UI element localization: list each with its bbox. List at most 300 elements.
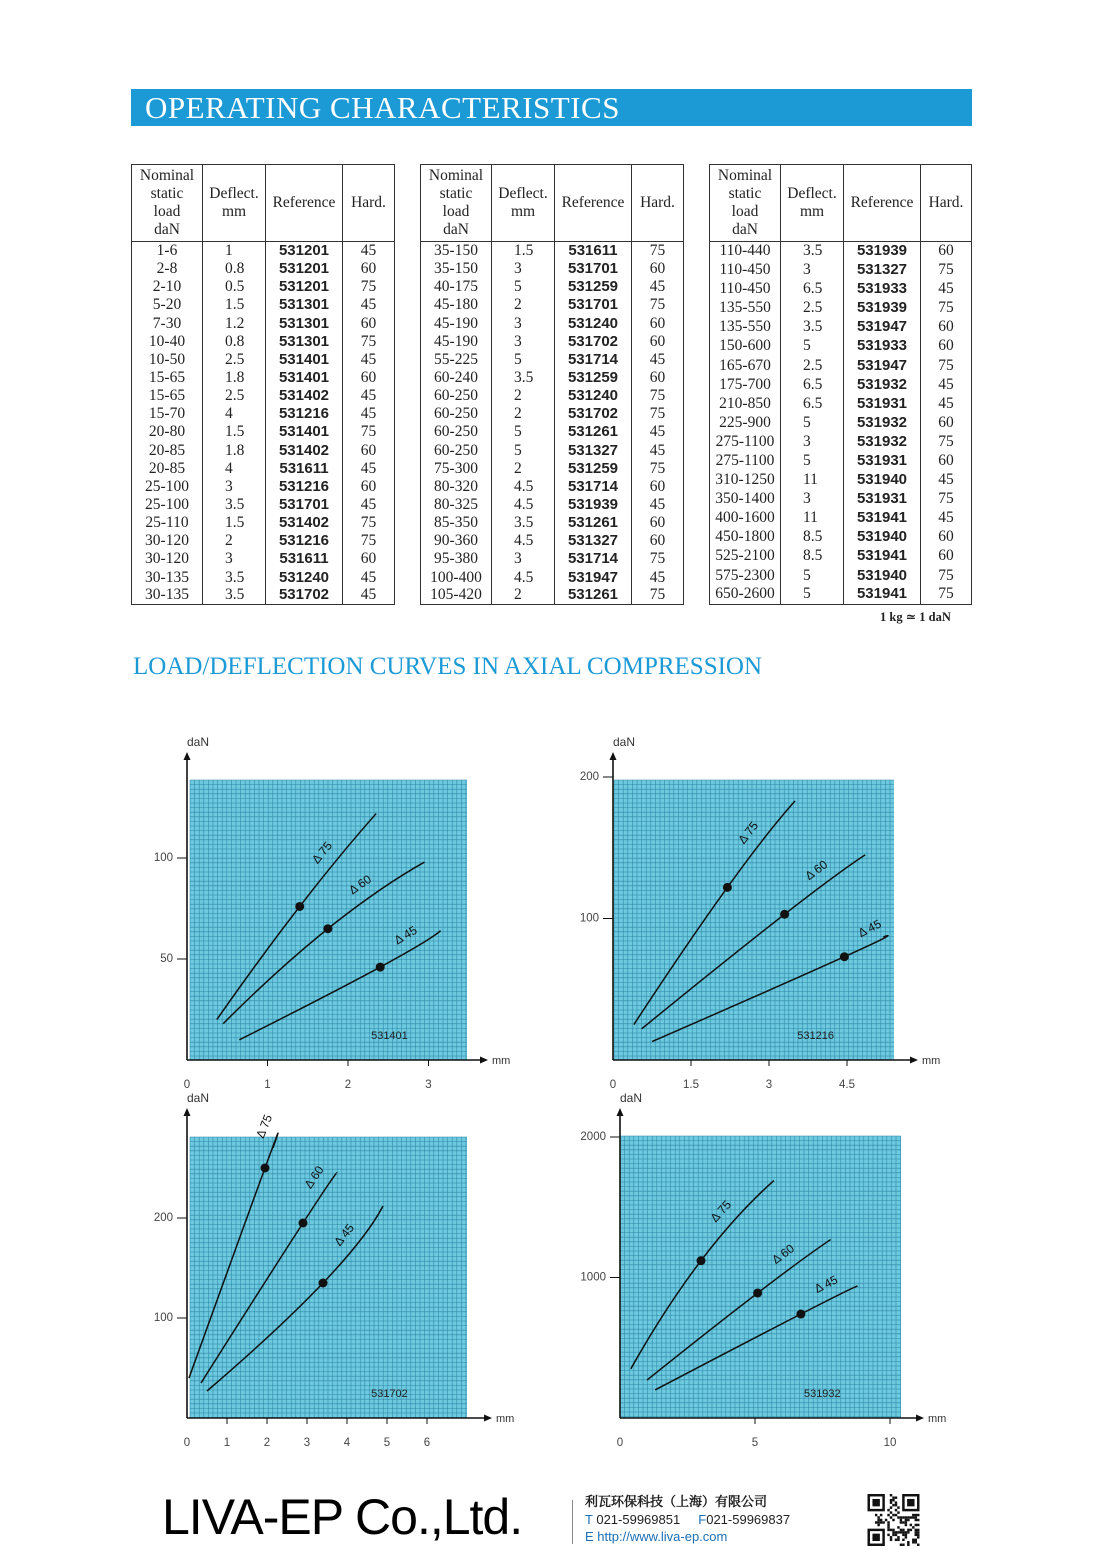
cell-deflection: 5 <box>781 413 844 432</box>
cell-reference: 531327 <box>555 532 632 550</box>
cell-hardness: 60 <box>343 550 395 568</box>
cell-hardness: 60 <box>343 314 395 332</box>
cell-reference: 531401 <box>266 350 343 368</box>
cell-deflection: 1 <box>203 242 266 260</box>
y-axis-label: daN <box>613 735 636 749</box>
cell-deflection: 2.5 <box>203 387 266 405</box>
cell-reference: 531940 <box>844 528 921 547</box>
qr-module <box>907 1544 909 1546</box>
series-marker <box>753 1288 762 1297</box>
cell-hardness: 60 <box>921 413 972 432</box>
cell-reference: 531611 <box>266 459 343 477</box>
cell-deflection: 4 <box>203 405 266 423</box>
cell-load: 30-120 <box>132 532 203 550</box>
series-label: Δ 60 <box>301 1163 327 1192</box>
qr-module <box>890 1494 892 1496</box>
cell-load: 5-20 <box>132 296 203 314</box>
cell-hardness: 60 <box>921 318 972 337</box>
qr-module <box>892 1529 894 1531</box>
cell-deflection: 2 <box>492 405 555 423</box>
qr-module <box>917 1534 919 1536</box>
cell-reference: 531939 <box>555 495 632 513</box>
cell-hardness: 75 <box>632 296 684 314</box>
cell-hardness: 60 <box>921 337 972 356</box>
header-reference: Reference <box>555 165 632 242</box>
qr-module <box>892 1519 894 1521</box>
cell-deflection: 3 <box>492 260 555 278</box>
cell-load: 310-1250 <box>710 471 781 490</box>
cell-deflection: 11 <box>781 471 844 490</box>
cell-deflection: 1.5 <box>492 242 555 260</box>
cell-reference: 531401 <box>266 368 343 386</box>
header-load: Nominal static load daN <box>710 165 781 242</box>
x-tick-label: 1 <box>223 1437 231 1449</box>
chart-reference-label: 531401 <box>371 1030 408 1042</box>
series-label: Δ 45 <box>855 916 884 941</box>
qr-module <box>892 1534 894 1536</box>
y-tick-label: 1000 <box>580 1271 606 1284</box>
y-tick-label: 100 <box>153 852 173 864</box>
cell-reference: 531259 <box>555 459 632 477</box>
cell-hardness: 75 <box>632 550 684 568</box>
y-tick-label: 200 <box>579 771 599 783</box>
qr-module <box>910 1524 912 1526</box>
qr-module <box>917 1536 919 1538</box>
qr-module <box>915 1529 917 1531</box>
qr-module <box>895 1501 897 1503</box>
qr-module <box>902 1529 904 1531</box>
qr-module <box>907 1516 909 1518</box>
cell-deflection: 3 <box>781 432 844 451</box>
cell-load: 40-175 <box>421 278 492 296</box>
cell-reference: 531402 <box>266 514 343 532</box>
cell-hardness: 60 <box>343 368 395 386</box>
qr-module <box>902 1516 904 1518</box>
cell-deflection: 4.5 <box>492 477 555 495</box>
header-deflection: Deflect. mm <box>203 165 266 242</box>
header-hardness: Hard. <box>343 165 395 242</box>
web-line <box>585 1528 790 1545</box>
cell-hardness: 45 <box>343 296 395 314</box>
cell-reference: 531933 <box>844 337 921 356</box>
fax-label: F <box>698 1512 707 1527</box>
x-tick-label: 0 <box>183 1079 191 1091</box>
chart-531216 <box>580 735 941 1091</box>
x-tick-label: 1 <box>264 1079 271 1091</box>
cell-hardness: 75 <box>921 490 972 509</box>
series-label: Δ 75 <box>309 838 336 867</box>
cell-load: 175-700 <box>710 375 781 394</box>
cell-hardness: 45 <box>343 405 395 423</box>
company-name-cn: 利瓦环保科技（上海）有限公司 <box>585 1495 768 1510</box>
x-tick-label: 0 <box>616 1437 624 1449</box>
cell-reference: 531216 <box>266 477 343 495</box>
cell-load: 100-400 <box>421 568 492 586</box>
cell-hardness: 60 <box>632 332 684 350</box>
cell-hardness: 60 <box>921 452 972 471</box>
cell-reference: 531301 <box>266 332 343 350</box>
x-axis-label: mm <box>492 1055 511 1067</box>
cell-reference: 531941 <box>844 547 921 566</box>
qr-module <box>915 1519 917 1521</box>
cell-load: 35-150 <box>421 242 492 260</box>
qr-module <box>905 1519 907 1521</box>
series-label: Δ 45 <box>391 922 420 948</box>
cell-hardness: 45 <box>343 586 395 604</box>
qr-module <box>912 1526 914 1528</box>
cell-load: 25-100 <box>132 477 203 495</box>
qr-module <box>897 1516 899 1518</box>
cell-hardness: 45 <box>921 509 972 528</box>
cell-load: 25-100 <box>132 495 203 513</box>
cell-deflection: 3 <box>492 332 555 350</box>
cell-reference: 531401 <box>266 423 343 441</box>
qr-module <box>892 1531 894 1533</box>
cell-hardness: 75 <box>921 566 972 585</box>
series-label: Δ 45 <box>331 1221 358 1249</box>
x-axis-arrow <box>484 1415 492 1422</box>
qr-module <box>917 1519 919 1521</box>
qr-module <box>917 1544 919 1546</box>
series-marker <box>697 1256 706 1265</box>
chart-531932 <box>580 1091 946 1449</box>
cell-load: 60-250 <box>421 405 492 423</box>
header-hardness: Hard. <box>921 165 972 242</box>
cell-load: 30-120 <box>132 550 203 568</box>
cell-hardness: 45 <box>921 394 972 413</box>
cell-deflection: 6.5 <box>781 375 844 394</box>
cell-reference: 531939 <box>844 299 921 318</box>
cell-deflection: 3 <box>203 477 266 495</box>
cell-load: 95-380 <box>421 550 492 568</box>
cell-reference: 531216 <box>266 532 343 550</box>
cell-hardness: 60 <box>632 514 684 532</box>
qr-module <box>912 1516 914 1518</box>
qr-module <box>915 1524 917 1526</box>
series-label: Δ 75 <box>253 1112 276 1141</box>
qr-module <box>895 1539 897 1541</box>
cell-reference: 531259 <box>555 368 632 386</box>
grid-background <box>620 1136 901 1418</box>
qr-module <box>897 1506 899 1508</box>
qr-module <box>917 1529 919 1531</box>
cell-deflection: 3 <box>492 550 555 568</box>
qr-module <box>895 1534 897 1536</box>
cell-deflection: 0.8 <box>203 332 266 350</box>
cell-load: 2-10 <box>132 278 203 296</box>
qr-module <box>875 1521 877 1523</box>
cell-deflection: 1.5 <box>203 423 266 441</box>
cell-deflection: 3.5 <box>781 242 844 261</box>
cell-hardness: 75 <box>921 261 972 280</box>
qr-module <box>902 1544 904 1546</box>
footer-divider <box>572 1500 573 1544</box>
cell-load: 350-1400 <box>710 490 781 509</box>
cell-reference: 531201 <box>266 242 343 260</box>
cell-deflection: 1.5 <box>203 296 266 314</box>
qr-module <box>917 1514 919 1516</box>
y-tick-label: 200 <box>153 1212 173 1224</box>
cell-deflection: 2 <box>492 459 555 477</box>
series-marker <box>376 963 385 972</box>
y-tick-label: 50 <box>160 953 173 965</box>
cell-deflection: 3.5 <box>492 368 555 386</box>
cell-reference: 531402 <box>266 441 343 459</box>
cell-reference: 531932 <box>844 432 921 451</box>
cell-load: 275-1100 <box>710 432 781 451</box>
cell-load: 525-2100 <box>710 547 781 566</box>
y-axis-label: daN <box>187 735 210 749</box>
series-label: Δ 75 <box>707 1197 735 1225</box>
cell-deflection: 0.5 <box>203 278 266 296</box>
cell-load: 575-2300 <box>710 566 781 585</box>
qr-module <box>900 1521 902 1523</box>
cell-reference: 531301 <box>266 314 343 332</box>
qr-module <box>887 1524 889 1526</box>
cell-reference: 531947 <box>844 356 921 375</box>
cell-load: 7-30 <box>132 314 203 332</box>
qr-module <box>915 1514 917 1516</box>
series-marker <box>840 952 849 961</box>
qr-module <box>917 1524 919 1526</box>
chart-531401 <box>154 735 511 1091</box>
cell-load: 15-65 <box>132 387 203 405</box>
cell-reference: 531301 <box>266 296 343 314</box>
header-reference: Reference <box>266 165 343 242</box>
cell-load: 80-320 <box>421 477 492 495</box>
qr-module <box>912 1539 914 1541</box>
qr-module <box>890 1529 892 1531</box>
cell-deflection: 3 <box>781 490 844 509</box>
cell-deflection: 5 <box>781 585 844 604</box>
cell-hardness: 45 <box>632 441 684 459</box>
cell-hardness: 60 <box>632 532 684 550</box>
x-axis-arrow <box>910 1057 918 1064</box>
tel-number: 021-59969851 <box>596 1512 681 1527</box>
cell-hardness: 60 <box>921 528 972 547</box>
cell-deflection: 0.8 <box>203 260 266 278</box>
cell-reference: 531933 <box>844 280 921 299</box>
phone-fax-line <box>585 1511 790 1528</box>
cell-hardness: 75 <box>632 586 684 604</box>
cell-load: 110-440 <box>710 242 781 261</box>
cell-hardness: 45 <box>632 495 684 513</box>
x-axis-arrow <box>916 1415 924 1422</box>
qr-module <box>912 1541 914 1543</box>
qr-module <box>880 1514 882 1516</box>
cell-load: 60-240 <box>421 368 492 386</box>
qr-module <box>902 1531 904 1533</box>
cell-load: 275-1100 <box>710 452 781 471</box>
x-axis-label: mm <box>496 1413 515 1425</box>
company-logo: LIVA-EP Co.,Ltd. <box>162 1489 523 1545</box>
qr-module <box>895 1509 897 1511</box>
series-marker <box>261 1164 270 1173</box>
cell-deflection: 6.5 <box>781 280 844 299</box>
cell-load: 10-50 <box>132 350 203 368</box>
cell-load: 25-110 <box>132 514 203 532</box>
cell-load: 110-450 <box>710 261 781 280</box>
cell-hardness: 75 <box>921 299 972 318</box>
cell-hardness: 75 <box>921 356 972 375</box>
cell-hardness: 75 <box>632 459 684 477</box>
cell-reference: 531611 <box>266 550 343 568</box>
cell-hardness: 45 <box>921 280 972 299</box>
cell-deflection: 5 <box>781 566 844 585</box>
qr-module <box>897 1531 899 1533</box>
cell-load: 150-600 <box>710 337 781 356</box>
cell-hardness: 75 <box>921 432 972 451</box>
cell-load: 15-65 <box>132 368 203 386</box>
cell-hardness: 60 <box>632 477 684 495</box>
cell-hardness: 75 <box>921 585 972 604</box>
cell-reference: 531611 <box>555 242 632 260</box>
cell-reference: 531714 <box>555 550 632 568</box>
cell-hardness: 75 <box>343 532 395 550</box>
qr-module <box>902 1521 904 1523</box>
cell-deflection: 4.5 <box>492 532 555 550</box>
x-tick-label: 5 <box>383 1437 391 1449</box>
cell-load: 20-80 <box>132 423 203 441</box>
cell-load: 110-450 <box>710 280 781 299</box>
header-reference: Reference <box>844 165 921 242</box>
cell-hardness: 75 <box>632 387 684 405</box>
cell-reference: 531402 <box>266 387 343 405</box>
cell-load: 210-850 <box>710 394 781 413</box>
cell-deflection: 4 <box>203 459 266 477</box>
cell-deflection: 5 <box>781 452 844 471</box>
cell-deflection: 2.5 <box>203 350 266 368</box>
tel-label: T <box>585 1512 593 1527</box>
cell-deflection: 4.5 <box>492 495 555 513</box>
web-label: E <box>585 1529 594 1544</box>
qr-module <box>905 1521 907 1523</box>
cell-reference: 531240 <box>555 387 632 405</box>
cell-reference: 531941 <box>844 585 921 604</box>
cell-hardness: 75 <box>343 332 395 350</box>
cell-hardness: 45 <box>343 495 395 513</box>
cell-load: 10-40 <box>132 332 203 350</box>
cell-load: 225-900 <box>710 413 781 432</box>
x-tick-label: 2 <box>263 1437 271 1449</box>
cell-load: 85-350 <box>421 514 492 532</box>
cell-load: 2-8 <box>132 260 203 278</box>
series-label: Δ 60 <box>769 1241 797 1267</box>
cell-reference: 531702 <box>555 405 632 423</box>
cell-load: 20-85 <box>132 459 203 477</box>
x-tick-label: 3 <box>765 1079 773 1091</box>
qr-finder <box>872 1534 879 1541</box>
cell-hardness: 45 <box>632 278 684 296</box>
cell-load: 1-6 <box>132 242 203 260</box>
cell-deflection: 3 <box>781 261 844 280</box>
header-load: Nominal static load daN <box>421 165 492 242</box>
website-link[interactable]: http://www.liva-ep.com <box>597 1529 728 1544</box>
cell-reference: 531932 <box>844 375 921 394</box>
qr-module <box>890 1539 892 1541</box>
cell-reference: 531939 <box>844 242 921 261</box>
qr-module <box>905 1531 907 1533</box>
series-label: Δ 45 <box>812 1272 840 1296</box>
cell-reference: 531327 <box>844 261 921 280</box>
cell-load: 30-135 <box>132 586 203 604</box>
qr-module <box>875 1514 877 1516</box>
cell-load: 450-1800 <box>710 528 781 547</box>
qr-module <box>897 1539 899 1541</box>
cell-reference: 531941 <box>844 509 921 528</box>
qr-module <box>900 1531 902 1533</box>
qr-module <box>905 1524 907 1526</box>
cell-hardness: 75 <box>343 278 395 296</box>
qr-module <box>912 1514 914 1516</box>
cell-hardness: 75 <box>343 423 395 441</box>
series-marker <box>723 883 732 892</box>
x-tick-label: 6 <box>423 1437 431 1449</box>
qr-module <box>915 1541 917 1543</box>
y-axis-arrow <box>184 752 191 760</box>
qr-module <box>890 1511 892 1513</box>
qr-module <box>897 1511 899 1513</box>
qr-module <box>890 1516 892 1518</box>
x-tick-label: 0 <box>609 1079 617 1091</box>
curves-title: LOAD/DEFLECTION CURVES IN AXIAL COMPRESSION <box>133 653 763 680</box>
cell-hardness: 75 <box>632 405 684 423</box>
qr-module <box>905 1516 907 1518</box>
qr-module <box>895 1496 897 1498</box>
qr-finder <box>872 1499 879 1506</box>
cell-reference: 531931 <box>844 394 921 413</box>
qr-module <box>900 1544 902 1546</box>
cell-hardness: 45 <box>343 387 395 405</box>
qr-finder <box>907 1499 914 1506</box>
cell-load: 45-190 <box>421 332 492 350</box>
qr-module <box>892 1514 894 1516</box>
series-marker <box>323 924 332 933</box>
cell-load: 55-225 <box>421 350 492 368</box>
qr-module <box>892 1504 894 1506</box>
cell-deflection: 1.5 <box>203 514 266 532</box>
x-tick-label: 2 <box>344 1079 352 1091</box>
cell-reference: 531701 <box>555 296 632 314</box>
cell-reference: 531201 <box>266 260 343 278</box>
series-label: Δ 75 <box>735 818 762 847</box>
x-tick-label: 3 <box>303 1437 311 1449</box>
cell-hardness: 60 <box>921 547 972 566</box>
qr-module <box>895 1514 897 1516</box>
cell-reference: 531327 <box>555 441 632 459</box>
cell-load: 80-325 <box>421 495 492 513</box>
cell-deflection: 8.5 <box>781 547 844 566</box>
cell-reference: 531940 <box>844 566 921 585</box>
cell-deflection: 3 <box>203 550 266 568</box>
cell-load: 60-250 <box>421 441 492 459</box>
cell-reference: 531947 <box>555 568 632 586</box>
cell-hardness: 45 <box>632 423 684 441</box>
qr-code[interactable] <box>866 1494 921 1546</box>
chart-reference-label: 531216 <box>797 1030 834 1042</box>
cell-reference: 531714 <box>555 477 632 495</box>
header-hardness: Hard. <box>632 165 684 242</box>
x-axis-label: mm <box>922 1055 941 1067</box>
series-marker <box>780 910 789 919</box>
cell-deflection: 5 <box>492 350 555 368</box>
qr-module <box>887 1534 889 1536</box>
series-marker <box>319 1279 328 1288</box>
cell-load: 650-2600 <box>710 585 781 604</box>
qr-module <box>880 1521 882 1523</box>
qr-module <box>902 1539 904 1541</box>
cell-hardness: 60 <box>632 260 684 278</box>
